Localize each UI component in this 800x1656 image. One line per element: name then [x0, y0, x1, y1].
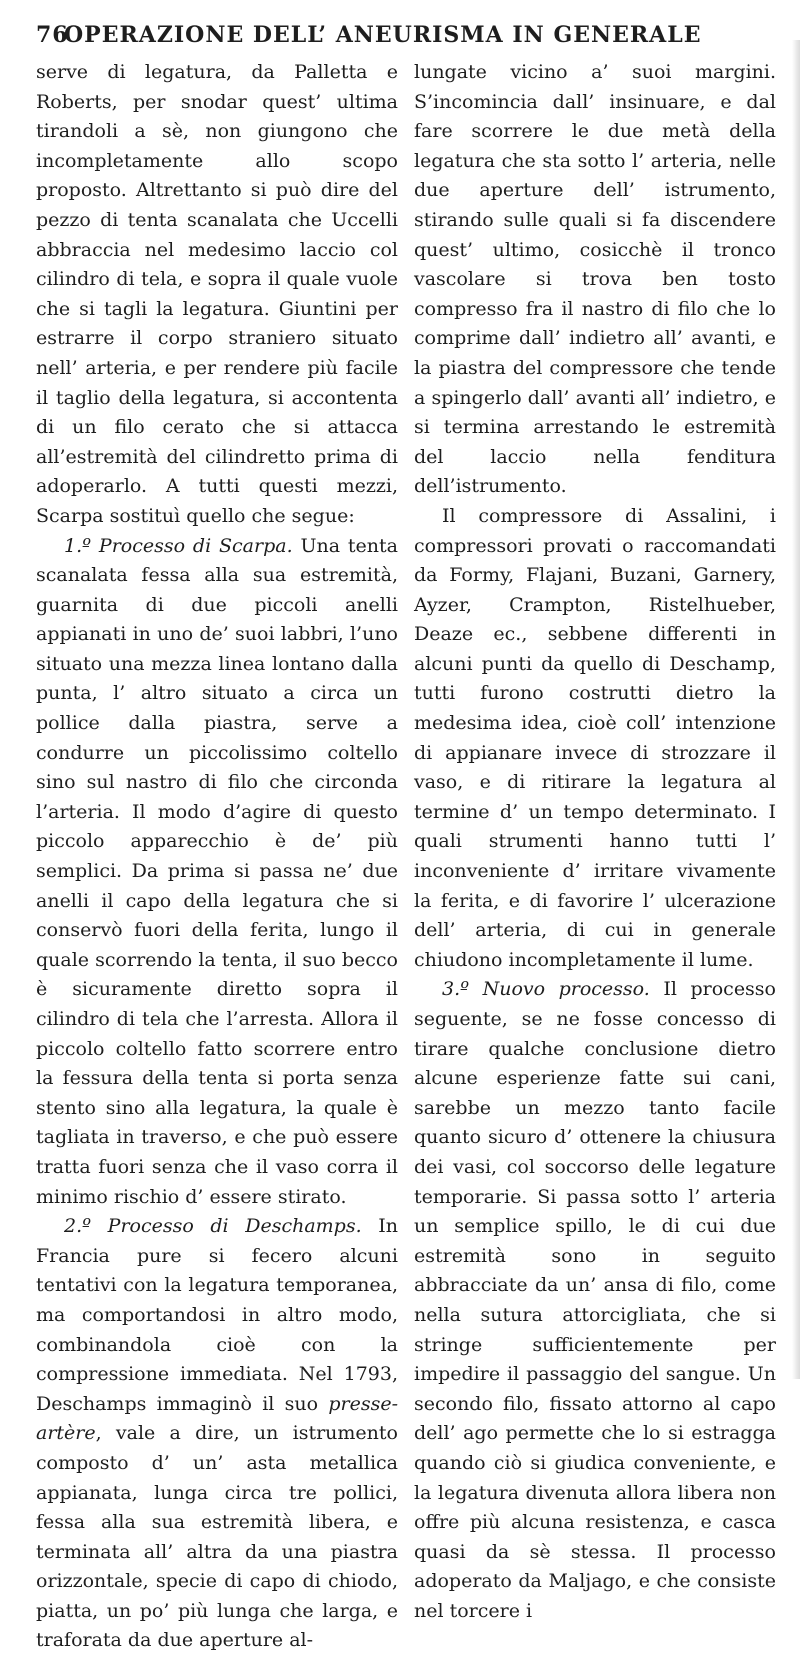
section-deschamps-text-a: In Francia pure si fecero alcuni tentativi con la legatura temporanea, ma comportandosi in altro modo, combinandola cioè con la compressione immediata. Nel 1793, Deschamps immaginò il suo [36, 1215, 398, 1415]
right-paragraph-1 [414, 58, 776, 502]
page-number: 76 [36, 22, 69, 48]
page-edge-shadow [792, 40, 800, 1379]
presse-artere-term: presse-artère [36, 1392, 398, 1445]
left-paragraph-1 [36, 58, 398, 532]
page-header [36, 22, 770, 52]
right-paragraph-2-text: Il compressore di Assalini, i compressori provati o raccomandati da Formy, Flajani, Buzani, Garnery, Ayzer, Crampton, Ristelhueber, Deaze ec., sebbene differenti in alcuni punti da quello di Deschamp, tutti furono costrutti dietro la medesima idea, cioè coll’ intenzione di appianare invece di strozzare il vaso, e di ritirare la legatura al termine d’ un tempo determinato. I quali strumenti hanno tutti l’ inconveniente d’ irritare vivamente la ferita, e di favorire l’ ulcerazione dell’ arteria, di cui in generale chiudono incompletamente il lume. [414, 504, 776, 971]
section-label-deschamps: 2.º Processo di Deschamps. [64, 1215, 362, 1238]
section-deschamps [36, 1212, 398, 1656]
left-paragraph-1-text: serve di legatura, da Palletta e Roberts, per snodar quest’ ultima tirandoli a sè, non giungono che incompletamente allo scopo proposto. Altrettanto si può dire del pezzo di tenta scanalata che Uccelli abbraccia nel medesimo laccio col cilindro di tela, e sopra il quale vuole che si tagli la legatura. Giuntini per estrarre il corpo straniero situato nell’ arteria, e per rendere più facile il taglio della legatura, si accontenta di un filo cerato che si attacca all’estremità del cilindretto prima di adoperarlo. A tutti questi mezzi, Scarpa sostituì quello che segue: [36, 61, 398, 527]
section-scarpa [36, 532, 398, 1213]
section-nuovo-processo [414, 975, 776, 1626]
right-paragraph-1-text: lungate vicino a’ suoi margini. S’incomincia dall’ insinuare, e dal fare scorrere le due metà della legatura che sta sotto l’ arteria, nelle due aperture dell’ istrumento, stirando sulle quali si fa discendere quest’ ultimo, cosicchè il tronco vascolare si trova ben tosto compresso fra il nastro di filo che lo comprime dall’ indietro all’ avanti, e la piastra del compressore che tende a spingerlo dall’ avanti all’ indietro, e si termina arrestando le estremità del laccio nella fenditura dell’istrumento. [414, 61, 776, 498]
section-nuovo-text: Il processo seguente, se ne fosse concesso di tirare qualche conclusione dietro alcune esperienze fatte sui cani, sarebbe un mezzo tanto facile quanto sicuro d’ ottenere la chiusura dei vasi, col soccorso delle legature temporarie. Si passa sotto l’ arteria un semplice spillo, le di cui due estremità sono in seguito abbracciate da un’ ansa di filo, come nella sutura attorcigliata, che si stringe sufficientemente per impedire il passaggio del sangue. Un secondo filo, fissato attorno al capo dell’ ago permette che lo si estragga quando ciò si giudica conveniente, e la legatura divenuta allora libera non offre più alcuna resistenza, e casca quasi da sè stessa. Il processo adoperato da Maljago, e che consiste nel torcere i [414, 978, 776, 1622]
right-column [414, 58, 776, 1626]
section-label-nuovo: 3.º Nuovo processo. [442, 978, 650, 1001]
left-column [36, 58, 398, 1656]
running-title: OPERAZIONE DELL’ ANEURISMA IN GENERALE [64, 22, 702, 48]
section-label-scarpa: 1.º Processo di Scarpa. [64, 534, 293, 557]
section-scarpa-text: Una tenta scanalata fessa alla sua estremità, guarnita di due piccoli anelli appianati in uno de’ suoi labbri, l’uno situato una mezza linea lontano dalla punta, l’ altro situato a circa un pollice dalla piastra, serve a condurre un piccolissimo coltello sino sul nastro di filo che circonda l’arteria. Il modo d’agire di questo piccolo apparecchio è de’ più semplici. Da prima si passa ne’ due anelli il capo della legatura che si conservò fuori della ferita, lungo il quale scorrendo la tenta, il suo becco è sicuramente diretto sopra il cilindro di tela che l’arresta. Allora il piccolo coltello fatto scorrere entro la fessura della tenta si porta senza stento sino alla legatura, la quale è tagliata in traverso, e che può essere tratta fuori senza che il vaso corra il minimo rischio d’ essere stirato. [36, 534, 398, 1208]
section-deschamps-text-b: , vale a dire, un istrumento composto d’ un’ asta metallica appianata, lunga circa tre pollici, fessa alla sua estremità libera, e terminata all’ altra da una piastra orizzontale, specie di capo di chiodo, piatta, un po’ più lunga che larga, e traforata da due aperture al- [36, 1422, 398, 1652]
right-paragraph-2 [414, 502, 776, 976]
